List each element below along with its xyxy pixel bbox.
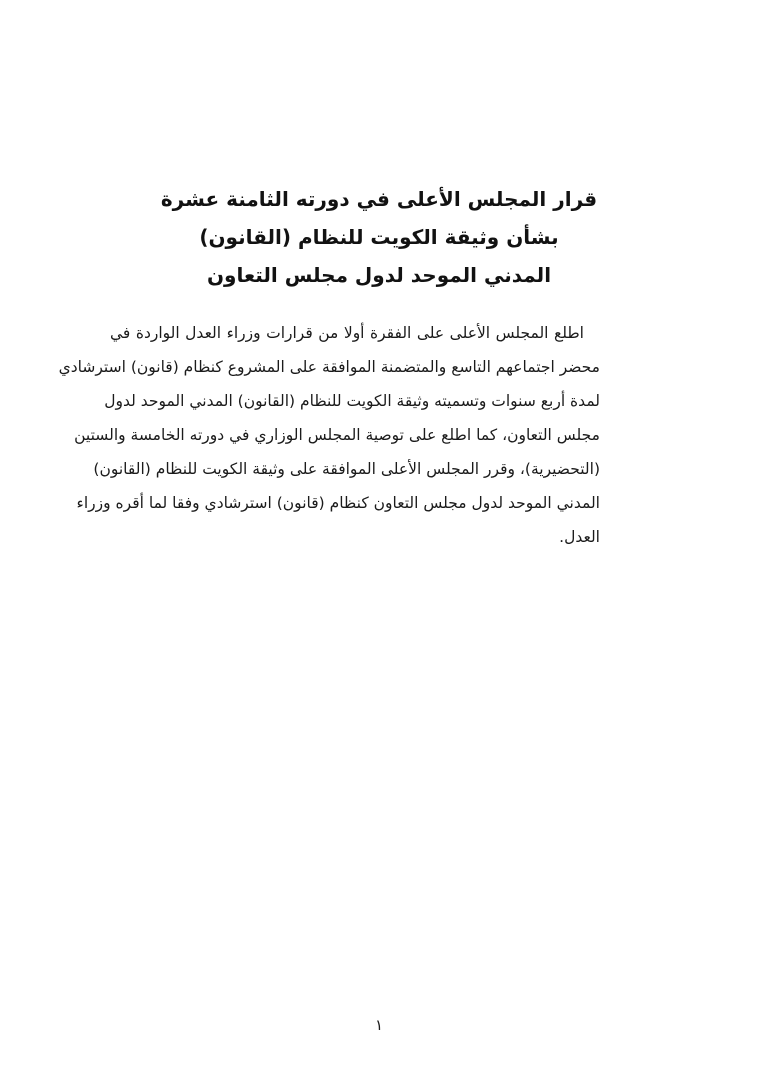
document-paragraph xyxy=(58,316,600,554)
title-line-1: قرار المجلس الأعلى في دورته الثامنة عشرة xyxy=(160,187,598,211)
title-line-2: بشأن وثيقة الكويت للنظام (القانون) xyxy=(199,225,559,249)
paragraph-line: (التحضيرية)، وقرر المجلس الأعلى الموافقة على وثيقة الكويت للنظام (القانون) xyxy=(93,460,600,478)
paragraph-line: لمدة أربع سنوات وتسميته وثيقة الكويت للنظام (القانون) المدني الموحد لدول xyxy=(104,392,600,410)
page-number: ١ xyxy=(374,1016,384,1034)
paragraph-line: مجلس التعاون، كما اطلع على توصية المجلس الوزاري في دورته الخامسة والستين xyxy=(74,426,600,444)
paragraph-line: محضر اجتماعهم التاسع والمتضمنة الموافقة على المشروع كنظام (قانون) استرشادي xyxy=(58,358,600,376)
paragraph-line: اطلع المجلس الأعلى على الفقرة أولا من قرارات وزراء العدل الواردة في xyxy=(110,324,584,342)
paragraph-line: العدل. xyxy=(559,528,600,546)
title-line-3: المدني الموحد لدول مجلس التعاون xyxy=(206,263,552,287)
document-title xyxy=(0,180,758,294)
paragraph-line: المدني الموحد لدول مجلس التعاون كنظام (قانون) استرشادي وفقا لما أقره وزراء xyxy=(76,494,600,512)
